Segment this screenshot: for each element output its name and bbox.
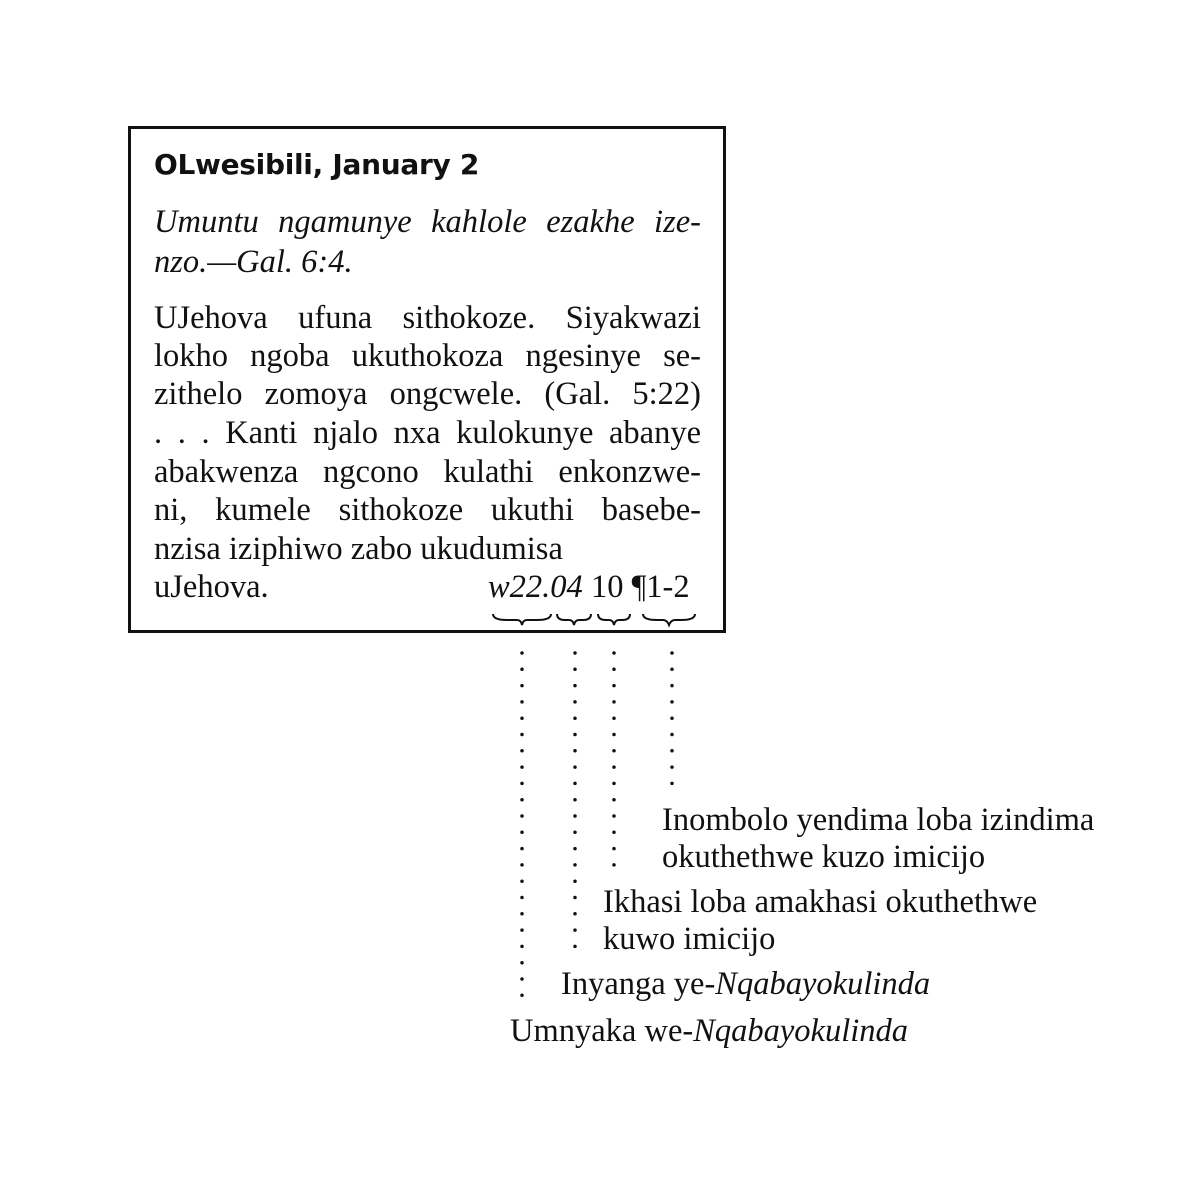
label-line: okuthethwe kuzo imicijo — [662, 839, 986, 875]
page-label — [603, 884, 1037, 958]
reference-paragraph: ¶1-2 — [631, 569, 690, 605]
scripture-line: nzo.—Gal. 6:4. — [154, 244, 353, 280]
paragraph-label — [662, 802, 1094, 876]
label-line: Inombolo yendima loba izindima — [662, 802, 1095, 838]
month-label — [561, 966, 930, 1003]
body-line: uJehova. — [154, 569, 269, 605]
brace-paragraph — [643, 614, 695, 625]
body-line: . . . Kanti njalo nxa kulokunye abanye — [154, 415, 701, 451]
brace-month — [557, 614, 591, 625]
label-line: kuwo imicijo — [603, 921, 776, 957]
year-label — [510, 1013, 908, 1050]
body-line: lokho ngoba ukuthokoza ngesinye se- — [154, 338, 701, 374]
body-line: ni, kumele sithokoze ukuthi basebe- — [154, 492, 701, 528]
body-line: abakwenza ngcono kulathi enkonzwe- — [154, 454, 701, 490]
label-line: Ikhasi loba amakhasi okuthethwe — [603, 884, 1038, 920]
scripture-line: Umuntu ngamunye kahlole ezakhe ize- — [154, 204, 701, 240]
body-line: UJehova ufuna sithokoze. Siyakwazi — [154, 300, 701, 336]
body-line: zithelo zomoya ongcwele. (Gal. 5:22) — [154, 376, 701, 412]
label-magazine-name: Nqabayokulinda — [715, 966, 931, 1002]
brace-publication — [493, 614, 551, 625]
label-prefix: Inyanga ye- — [561, 966, 716, 1002]
label-magazine-name: Nqabayokulinda — [693, 1013, 909, 1049]
reference-publication: w22.04 — [488, 569, 583, 605]
brace-page — [598, 614, 630, 625]
body-line: nzisa iziphiwo zabo ukudumisa — [154, 531, 563, 567]
reference-page: 10 — [590, 569, 624, 605]
card-title: OLwesibili, January 2 — [154, 148, 480, 181]
label-prefix: Umnyaka we- — [510, 1013, 694, 1049]
